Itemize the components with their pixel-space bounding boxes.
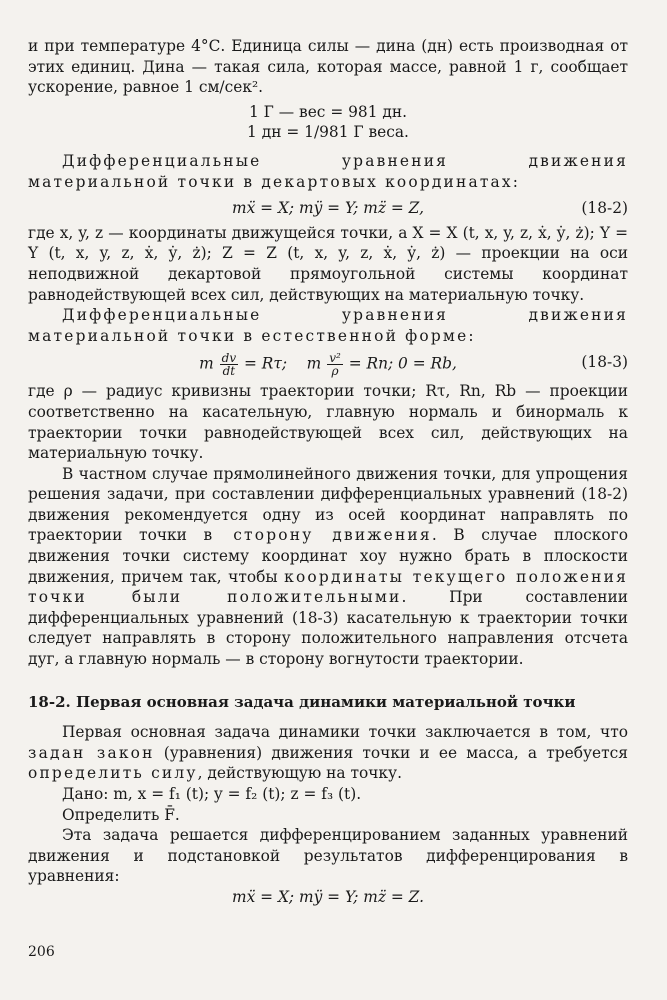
first-task-text-3: , действующую на точку. [197, 764, 402, 783]
paragraph-cartesian: где x, y, z — координаты движущейся точки, а X = X (t, x, y, z, ẋ, ẏ, ż); Y = Y (t, x, y, z, ẋ, ẏ, ż); Z = Z (t, x, y, z, ẋ, ẏ, ż) — проекции на оси неподвижной декартовой прямоугольной системы координат равнодействующей всех сил, действующих на материальную точку. [28, 223, 628, 304]
fraction-dv-dt-numerator: dv [221, 351, 237, 366]
find-line: Определить F̄. [62, 805, 180, 824]
special-text-1: В частном случае прямолинейного движения точки, для упрощения решения задачи, при составлении дифференциальных уравнений (18-2) движения рекомендуется одну из осей координат направлять по траектории точки [28, 464, 628, 545]
paragraph-special-case [28, 464, 628, 670]
first-task-spaced-2: определить силу [28, 764, 198, 783]
page-body [28, 36, 628, 908]
special-spaced-1: в сторону движения [203, 526, 432, 545]
given-line: Дано: m, x = f₁ (t); y = f₂ (t); z = f₃ (t). [62, 785, 362, 803]
eq-18-3-m1: m [199, 354, 214, 373]
eq-18-3-normal-binormal: = Rn; 0 = Rb, [348, 354, 457, 373]
paragraph-first-task [28, 722, 628, 784]
paragraph-units: и при температуре 4°С. Единица силы — дина (дн) есть производная от этих единиц. Дина — такая сила, которая массе, равной 1 г, сообщает ускорение, равное 1 см/сек². [28, 37, 628, 97]
first-task-text-2: (уравнения) движения точки и ее масса, а требуется [154, 743, 629, 762]
heading-cartesian: Дифференциальные уравнения движения материальной точки в декартовых координатах: [28, 151, 628, 191]
heading-natural: Дифференциальные уравнения движения материальной точки в естественной форме: [28, 306, 628, 345]
first-task-spaced-1: задан закон [28, 743, 155, 762]
fraction-v2-rho [327, 352, 343, 377]
equation-18-3 [28, 352, 628, 377]
equation-units-1: 1 Г — вес = 981 дн. [248, 102, 408, 121]
fraction-dv-dt [220, 352, 238, 377]
special-text-3: . При составлении дифференциальных уравнений (18-3) касательную к траектории точки следует направлять в сторону положительного направления отсчета дуг, а главную нормаль — в сторону вогнутости траектории. [28, 588, 628, 669]
equation-18-2 [28, 198, 628, 219]
equation-units-2: 1 дн = 1/981 Г веса. [247, 123, 409, 142]
paragraph-natural: где ρ — радиус кривизны траектории точки; Rτ, Rn, Rb — проекции соответственно на касательную, главную нормаль и бинормаль к траектории точки равнодействующей всех сил, действующих на материальную точку. [28, 382, 628, 463]
first-task-text-1: Первая основная задача динамики точки заключается в том, что [62, 723, 628, 742]
special-text-2: . В случае плоского движения точки систему координат xoy нужно брать в плоскости движения, причем так, чтобы [28, 526, 628, 586]
equation-18-2-formula: mẍ = X; mÿ = Y; mz̈ = Z, [232, 199, 424, 218]
fraction-v2-rho-numerator: v² [329, 351, 341, 366]
fraction-v2-rho-denominator: ρ [331, 364, 339, 379]
special-spaced-2: координаты текущего положения точки были положительными [28, 567, 629, 607]
fraction-dv-dt-denominator: dt [222, 364, 236, 379]
section-title: 18-2. Первая основная задача динамики материальной точки [28, 692, 576, 711]
equation-18-2-number: (18-2) [581, 199, 628, 218]
paragraph-solution: Эта задача решается дифференцированием заданных уравнений движения и подстановкой результатов дифференцирования в уравнения: [28, 826, 628, 886]
equation-18-3-number: (18-3) [581, 353, 628, 372]
page-number: 206 [28, 944, 55, 960]
eq-18-3-tangential: = Rτ; [244, 354, 288, 373]
equation-final: mẍ = X; mÿ = Y; mz̈ = Z. [232, 887, 424, 906]
eq-18-3-m2: m [306, 354, 322, 373]
